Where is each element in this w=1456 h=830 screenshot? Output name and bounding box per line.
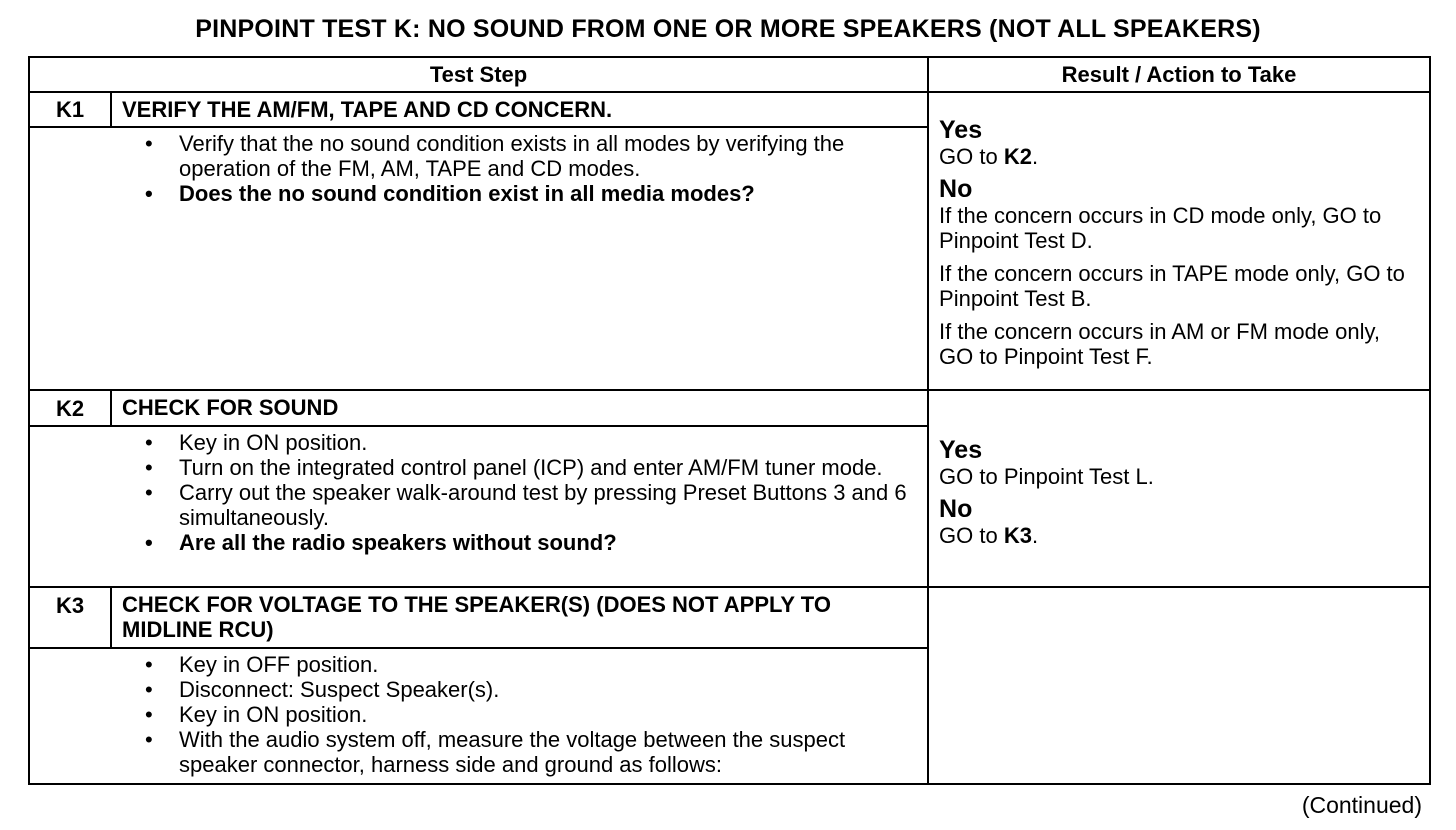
bullet-item: • Disconnect: Suspect Speaker(s). [145, 677, 917, 702]
step-id: K1 [29, 92, 111, 127]
step-reference: K2 [1003, 143, 1032, 169]
bullet-item: • With the audio system off, measure the voltage between the suspect speaker connector, harness side and ground as follows: [145, 727, 917, 777]
step-bullets [111, 648, 928, 784]
bullet-item: • Key in ON position. [145, 702, 917, 727]
yes-action: GO to K2. [939, 143, 1039, 169]
yes-label: Yes [939, 435, 983, 464]
no-label: No [939, 174, 973, 203]
result-action-header: Result / Action to Take [928, 57, 1430, 92]
step-reference: K3 [1003, 522, 1032, 548]
no-action: GO to K3. [939, 522, 1039, 548]
yes-label: Yes [939, 115, 983, 144]
step-bullets [111, 127, 928, 390]
test-step-header: Test Step [29, 57, 928, 92]
step-id: K2 [29, 390, 111, 426]
step-heading-row [29, 390, 1430, 426]
question-item: • Are all the radio speakers without sound? [145, 530, 917, 555]
step-heading: CHECK FOR SOUND [111, 390, 928, 426]
table-header-row [29, 57, 1430, 92]
step-heading: CHECK FOR VOLTAGE TO THE SPEAKER(S) (DOES NOT APPLY TO MIDLINE RCU) [111, 587, 928, 648]
step-bullets [111, 426, 928, 587]
pinpoint-test-table [28, 56, 1431, 785]
step-result [928, 92, 1430, 390]
step-heading-row [29, 587, 1430, 648]
bullet-item: • Verify that the no sound condition exists in all modes by verifying the operation of the FM, AM, TAPE and CD modes. [145, 131, 917, 181]
step-heading-row [29, 92, 1430, 127]
yes-action: GO to Pinpoint Test L. [939, 463, 1154, 489]
no-label: No [939, 494, 973, 523]
bullet-item: • Key in OFF position. [145, 652, 917, 677]
no-action: If the concern occurs in TAPE mode only, GO to Pinpoint Test B. [939, 260, 1405, 311]
question-item: • Does the no sound condition exist in all media modes? [145, 181, 917, 206]
continued-note: (Continued) [1301, 792, 1422, 818]
bullet-item: • Key in ON position. [145, 430, 917, 455]
step-id: K3 [29, 587, 111, 648]
step-heading: VERIFY THE AM/FM, TAPE AND CD CONCERN. [111, 92, 928, 127]
step-result [928, 587, 1430, 784]
step-result [928, 390, 1430, 587]
no-action: If the concern occurs in CD mode only, GO to Pinpoint Test D. [939, 202, 1382, 253]
bullet-item: • Turn on the integrated control panel (ICP) and enter AM/FM tuner mode. [145, 455, 917, 480]
page-title: PINPOINT TEST K: NO SOUND FROM ONE OR MORE SPEAKERS (NOT ALL SPEAKERS) [195, 15, 1261, 43]
no-action: If the concern occurs in AM or FM mode only, GO to Pinpoint Test F. [939, 318, 1381, 369]
bullet-item: • Carry out the speaker walk-around test by pressing Preset Buttons 3 and 6 simultaneously. [145, 480, 917, 530]
